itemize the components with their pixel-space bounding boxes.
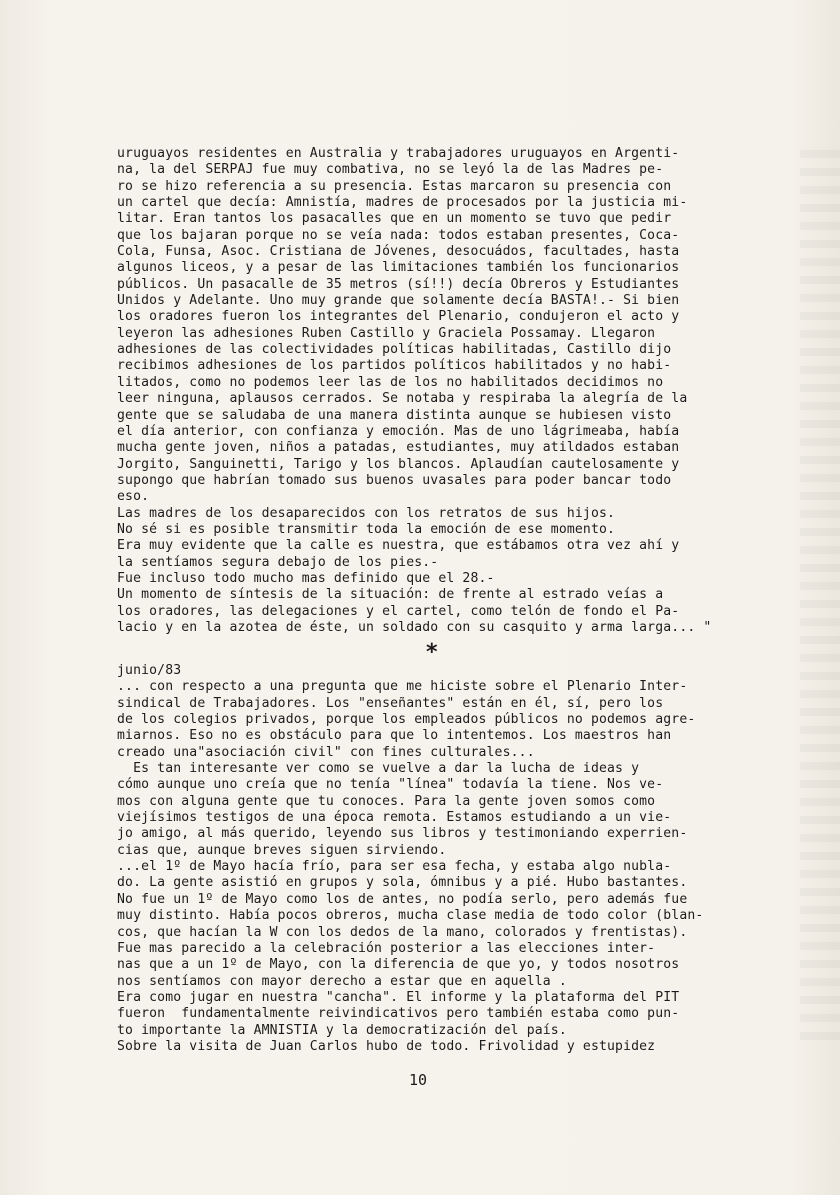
- section-1-line: Era muy evidente que la calle es nuestra, que estábamos otra vez ahí y: [117, 538, 680, 554]
- section-1-line: litados, como no podemos leer las de los no habilitados decidimos no: [117, 374, 664, 390]
- section-1-line: que los bajaran porque no se veía nada: todos estaban presentes, Coca-: [117, 227, 680, 243]
- section-1-line: Fue incluso todo mucho mas definido que el 28.-: [117, 570, 495, 586]
- section-2-line: Es tan interesante ver como se vuelve a dar la lucha de ideas y: [117, 761, 640, 777]
- section-2-line: cómo aunque uno creía que no tenía "línea" todavía la tiene. Nos ve-: [117, 777, 664, 793]
- section-1-line: el día anterior, con confianza y emoción. Mas de uno lágrimeaba, había: [117, 423, 680, 439]
- section-1-line: recibimos adhesiones de los partidos políticos habilitados y no habi-: [117, 358, 672, 374]
- section-1-line: mucha gente joven, niños a patadas, estudiantes, muy atildados estaban: [117, 440, 680, 456]
- section-1-line: litar. Eran tantos los pasacalles que en un momento se tuvo que pedir: [117, 211, 672, 227]
- section-1-line: ro se hizo referencia a su presencia. Estas marcaron su presencia con: [117, 178, 672, 194]
- section-1-line: leer ninguna, aplausos cerrados. Se notaba y respiraba la alegría de la: [117, 391, 688, 407]
- section-2-line: cos, que hacían la W con los dedos de la mano, colorados y frentistas).: [117, 924, 688, 940]
- section-2-line: Fue mas parecido a la celebración posterior a las elecciones inter-: [117, 940, 656, 956]
- section-2-line: cias que, aunque breves siguen sirviendo.: [117, 842, 447, 858]
- section-1-line: la sentíamos segura debajo de los pies.-: [117, 554, 439, 570]
- section-2-line: mos con alguna gente que tu conoces. Para la gente joven somos como: [117, 793, 656, 809]
- section-1-line: Cola, Funsa, Asoc. Cristiana de Jóvenes, desocuádos, facultades, hasta: [117, 244, 680, 260]
- section-separator-asterisk: *: [426, 640, 438, 665]
- section-1-line: públicos. Un pasacalle de 35 metros (sí!!) decía Obreros y Estudiantes: [117, 276, 680, 292]
- section-2-line: de los colegios privados, porque los empleados públicos no podemos agre-: [117, 712, 696, 728]
- section-2-line: ...el 1º de Mayo hacía frío, para ser esa fecha, y estaba algo nubla-: [117, 859, 672, 875]
- section-1-line: uruguayos residentes en Australia y trabajadores uruguayos en Argenti-: [117, 146, 680, 161]
- section-1-line: los oradores, las delegaciones y el cartel, como telón de fondo el Pa-: [117, 603, 680, 619]
- section-2-line: No fue un 1º de Mayo como los de antes, no podía serlo, pero además fue: [117, 891, 688, 907]
- section-2-line: Era como jugar en nuestra "cancha". El informe y la plataforma del PIT: [117, 989, 680, 1005]
- section-1-line: na, la del SERPAJ fue muy combativa, no se leyó la de las Madres pe-: [117, 162, 664, 178]
- section-1-line: Unidos y Adelante. Uno muy grande que solamente decía BASTA!.- Si bien: [117, 293, 680, 309]
- section-2-line: Sobre la visita de Juan Carlos hubo de todo. Frivolidad y estupidez: [117, 1038, 656, 1054]
- letter-excerpt-section-2: [117, 663, 777, 1055]
- section-1-line: supongo que habrían tomado sus buenos uvasales para poder bancar todo: [117, 472, 672, 488]
- section-1-line: leyeron las adhesiones Ruben Castillo y Graciela Possamay. Llegaron: [117, 325, 656, 341]
- section-2-line: sindical de Trabajadores. Los "enseñantes" están en él, sí, pero los: [117, 695, 664, 711]
- section-2-line: viejísimos testigos de una época remota. Estamos estudiando a un vie-: [117, 810, 672, 826]
- section-1-line: Un momento de síntesis de la situación: de frente al estrado veías a: [117, 587, 664, 603]
- section-2-line: do. La gente asistió en grupos y sola, ómnibus y a pié. Hubo bastantes.: [117, 875, 688, 891]
- section-1-line: los oradores fueron los integrantes del Plenario, condujeron el acto y: [117, 309, 680, 325]
- section-2-line: muy distinto. Había pocos obreros, mucha clase media de todo color (blan-: [117, 908, 704, 924]
- section-1-line: Jorgito, Sanguinetti, Tarigo y los blancos. Aplaudían cautelosamente y: [117, 456, 680, 472]
- section-1-line: lacio y en la azotea de éste, un soldado con su casquito y arma larga... ": [117, 619, 712, 635]
- section-2-line: creado una"asociación civil" con fines culturales...: [117, 744, 535, 760]
- section-1-line: Las madres de los desaparecidos con los retratos de sus hijos.: [117, 505, 616, 521]
- section-1-line: un cartel que decía: Amnistía, madres de procesados por la justicia mi-: [117, 195, 688, 211]
- section-2-line: miarnos. Eso no es obstáculo para que lo intentemos. Los maestros han: [117, 728, 672, 744]
- section-2-line: nas que a un 1º de Mayo, con la diferencia de que yo, y todos nosotros: [117, 957, 680, 973]
- section-2-line: ... con respecto a una pregunta que me hiciste sobre el Plenario Inter-: [117, 679, 688, 695]
- page-number: 10: [409, 1071, 428, 1089]
- section-1-line: No sé si es posible transmitir toda la emoción de ese momento.: [117, 521, 616, 537]
- section-1-line: adhesiones de las colectividades políticas habilitadas, Castillo dijo: [117, 342, 672, 358]
- section-2-line: junio/83: [117, 663, 182, 678]
- section-1-line: eso.: [117, 489, 150, 505]
- section-1-line: algunos liceos, y a pesar de las limitaciones también los funcionarios: [117, 260, 680, 276]
- section-2-line: fueron fundamentalmente reivindicativos pero también estaba como pun-: [117, 1006, 680, 1022]
- section-1-line: gente que se saludaba de una manera distinta aunque se hubiesen visto: [117, 407, 672, 423]
- letter-excerpt-section-1: [117, 146, 777, 636]
- section-2-line: nos sentíamos con mayor derecho a estar que en aquella .: [117, 973, 567, 989]
- bleed-through-shadow: [800, 150, 840, 1050]
- section-2-line: to importante la AMNISTIA y la democratización del país.: [117, 1022, 567, 1038]
- section-2-line: jo amigo, al más querido, leyendo sus libros y testimoniando experrien-: [117, 826, 688, 842]
